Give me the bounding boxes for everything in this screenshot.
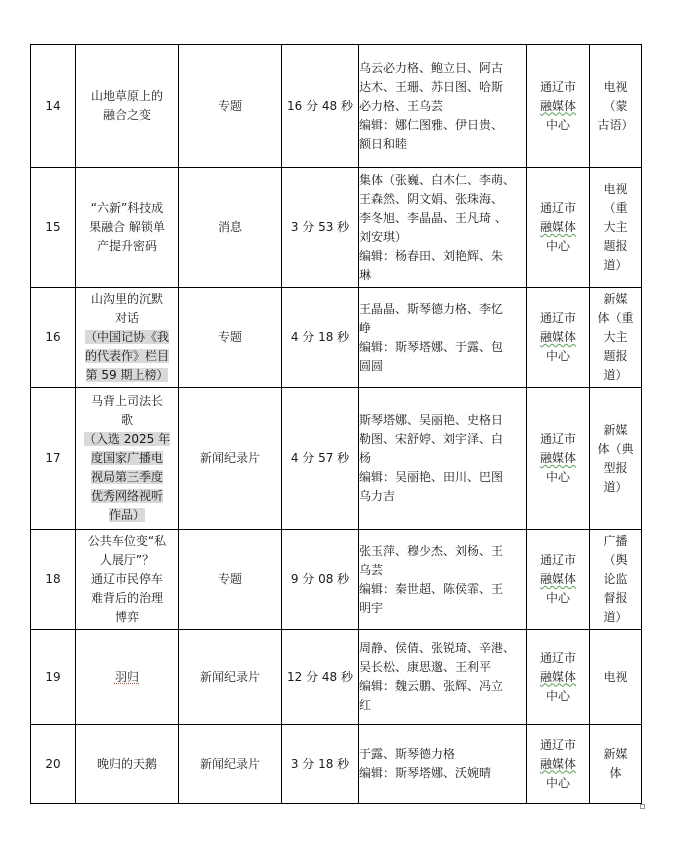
publishing-unit: 通辽市 融媒体 中心 [527, 630, 590, 725]
table-row [31, 388, 642, 530]
table-row [31, 725, 642, 804]
row-number: 16 [31, 288, 76, 388]
publishing-unit: 通辽市 融媒体 中心 [527, 288, 590, 388]
publishing-unit: 通辽市 融媒体 中心 [527, 725, 590, 804]
channel: 广播 （舆 论监 督报 道） [590, 530, 642, 630]
channel: 电视 （蒙 古语） [590, 45, 642, 168]
table-row [31, 168, 642, 288]
creators: 于露、斯琴德力格 编辑：斯琴塔娜、沃婉晴 [359, 725, 527, 804]
row-number: 17 [31, 388, 76, 530]
work-type: 专题 [179, 45, 282, 168]
table-row [31, 530, 642, 630]
work-duration: 3 分 18 秒 [282, 725, 359, 804]
channel: 新媒 体（重 大主 题报 道） [590, 288, 642, 388]
work-title: 羽归 [76, 630, 179, 725]
publishing-unit: 通辽市 融媒体 中心 [527, 45, 590, 168]
creators: 张玉萍、穆少杰、刘杨、王 乌芸 编辑：秦世超、陈侯霏、王 明宇 [359, 530, 527, 630]
work-duration: 16 分 48 秒 [282, 45, 359, 168]
work-title: 马背上司法长 歌 （入选 2025 年 度国家广播电 视局第三季度 优秀网络视听 作品） [76, 388, 179, 530]
work-type: 专题 [179, 288, 282, 388]
channel: 新媒 体 [590, 725, 642, 804]
publishing-unit: 通辽市 融媒体 中心 [527, 168, 590, 288]
table-end-marker [640, 804, 645, 809]
work-type: 新闻纪录片 [179, 388, 282, 530]
award-note: （入选 2025 年 度国家广播电 视局第三季度 优秀网络视听 作品） [83, 432, 171, 522]
work-title: “六新”科技成 果融合 解锁单 产提升密码 [76, 168, 179, 288]
work-duration: 9 分 08 秒 [282, 530, 359, 630]
row-number: 15 [31, 168, 76, 288]
row-number: 20 [31, 725, 76, 804]
work-duration: 4 分 57 秒 [282, 388, 359, 530]
work-type: 新闻纪录片 [179, 725, 282, 804]
publishing-unit: 通辽市 融媒体 中心 [527, 530, 590, 630]
work-type: 新闻纪录片 [179, 630, 282, 725]
row-number: 19 [31, 630, 76, 725]
work-duration: 3 分 53 秒 [282, 168, 359, 288]
channel: 电视 （重 大主 题报 道） [590, 168, 642, 288]
work-duration: 4 分 18 秒 [282, 288, 359, 388]
table-row [31, 45, 642, 168]
work-title: 山地草原上的 融合之变 [76, 45, 179, 168]
work-type: 消息 [179, 168, 282, 288]
work-type: 专题 [179, 530, 282, 630]
creators: 斯琴塔娜、吴丽艳、史格日 勒图、宋舒婷、刘宇泽、白 杨 编辑：吴丽艳、田川、巴图 乌力吉 [359, 388, 527, 530]
row-number: 18 [31, 530, 76, 630]
creators: 王晶晶、斯琴德力格、李忆 峥 编辑：斯琴塔娜、于露、包 圆圆 [359, 288, 527, 388]
channel: 新媒 体（典 型报 道） [590, 388, 642, 530]
works-table [30, 44, 642, 804]
creators: 周静、侯倩、张锐琦、辛港、 吴长松、康思邈、王利平 编辑：魏云鹏、张辉、冯立 红 [359, 630, 527, 725]
channel: 电视 [590, 630, 642, 725]
publishing-unit: 通辽市 融媒体 中心 [527, 388, 590, 530]
award-note: （中国记协《我 的代表作》栏目 第 59 期上榜） [84, 330, 169, 382]
work-title: 山沟里的沉默 对话 （中国记协《我 的代表作》栏目 第 59 期上榜） [76, 288, 179, 388]
row-number: 14 [31, 45, 76, 168]
work-duration: 12 分 48 秒 [282, 630, 359, 725]
creators: 乌云必力格、鲍立日、阿古 达木、王珊、苏日图、哈斯 必力格、王乌芸 编辑：娜仁图雅、伊日贵、 额日和睦 [359, 45, 527, 168]
work-title: 公共车位变“私 人展厅”？ 通辽市民停车 难背后的治理 博弈 [76, 530, 179, 630]
work-title: 晚归的天鹅 [76, 725, 179, 804]
table-row [31, 288, 642, 388]
table-row [31, 630, 642, 725]
creators: 集体（张巍、白木仁、李萌、 王森然、阴文娟、张珠海、 李冬旭、李晶晶、王凡琦 、 刘安琪） 编辑：杨春田、刘艳辉、朱 琳 [359, 168, 527, 288]
